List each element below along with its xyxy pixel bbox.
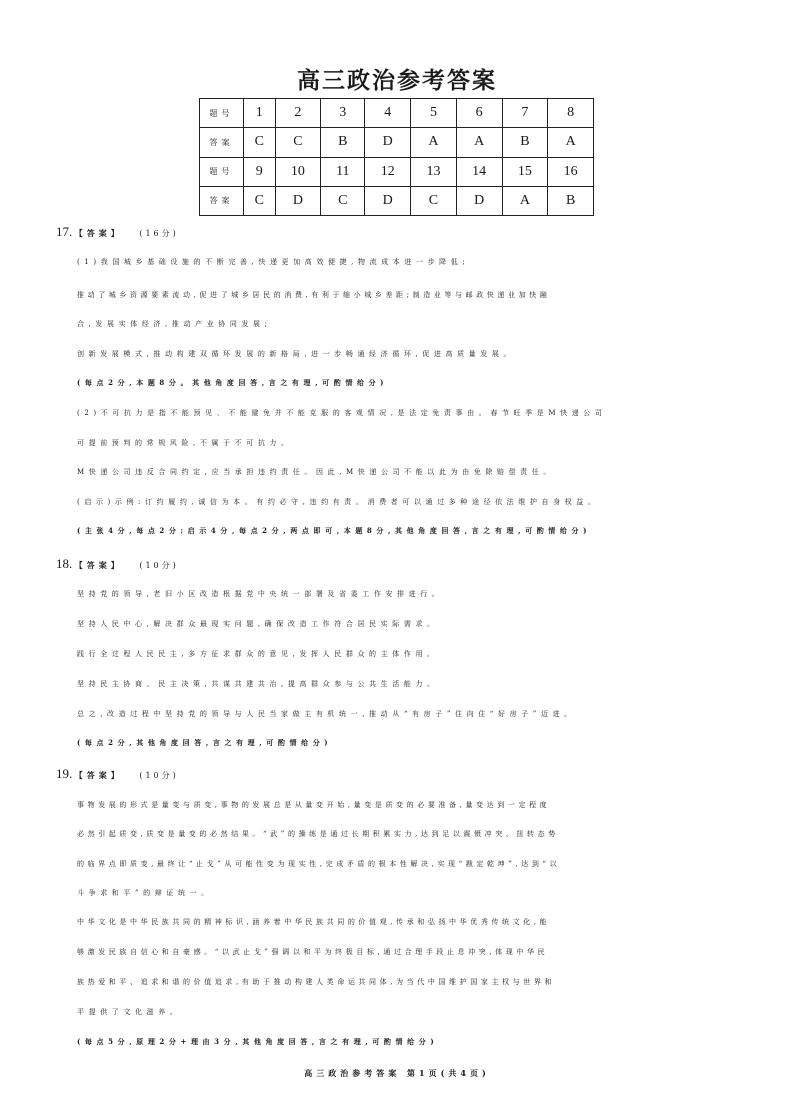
q19-line: 族热爱和平、追求和谐的价值追求,有助于推动构建人类命运共同体,为当代中国维护国家主权与世界和 [77,978,556,986]
q19-line: 平提供了文化滋养。 [77,1008,182,1016]
q18-line: 坚持党的领导,老旧小区改造根据党中央统一部署及省委工作安排进行。 [77,590,444,598]
q19-line: 斗争求和平”的辩证统一。 [77,889,213,897]
q17-line: M快递公司违反合同约定,应当承担违约责任。因此,M快递公司不能以此为由免除赔偿责任。 [77,468,555,476]
q19-line: 的临界点即质变,最终让“止戈”从可能性变为现实性,完成矛盾的根本性解决,实现“戡定乾坤”,达到“以 [77,860,561,868]
q17-line: 创新发展模式,推动构建双循环发展的新格局,进一步畅通经济循环,促进高质量发展。 [77,350,516,358]
answer-cell: 14 [456,157,502,186]
answer-cell: C [244,128,276,157]
row-header: 答案 [200,128,244,157]
answer-cell: C [411,186,457,215]
answer-cell: 3 [321,99,365,128]
row-header: 题号 [200,99,244,128]
footer-text: 高三政治参考答案 第1页(共4页) [304,1068,490,1078]
q18-line: 总之,改造过程中坚持党的领导与人民当家做主有机统一,推动从“有房子”住向住“好房子”迈进。 [77,710,576,718]
answer-cell: 11 [321,157,365,186]
q19-heading [56,766,179,782]
q18-line: 践行全过程人民民主,多方征求群众的意见,发挥人民群众的主体作用。 [77,650,439,658]
answer-cell: A [411,128,457,157]
q19-line: 够激发民族自信心和自豪感。“以武止戈”强调以和平为终极目标,通过合理手段止息冲突,体现中华民 [77,948,549,956]
answer-cell: 2 [275,99,321,128]
answer-cell: 13 [411,157,457,186]
q18-line: 坚持人民中心,解决群众最现实问题,确保改造工作符合居民实际需求。 [77,620,439,628]
answer-cell: 15 [502,157,548,186]
answer-cell: D [275,186,321,215]
answer-cell: D [365,186,411,215]
q17-heading [56,224,179,240]
q17-line: (1)我国城乡基础设施的不断完善,快递更加高效便捷,物流成本进一步降低; [77,258,470,266]
answer-cell: 6 [456,99,502,128]
answer-cell: 12 [365,157,411,186]
answer-tag: 【答案】 [74,560,123,570]
q17-line: (2)不可抗力是指不能预见、不能避免并不能克服的客观情况,是法定免责事由。春节旺季是M快递公司 [77,409,607,417]
answer-cell: 10 [275,157,321,186]
answer-cell: B [502,128,548,157]
q18-heading [56,556,179,572]
answer-cell: A [548,128,594,157]
q17-line: (每点2分,本题8分。其他角度回答,言之有理,可酌情给分) [77,378,389,387]
answer-cell: B [548,186,594,215]
answer-cell: 8 [548,99,594,128]
answer-cell: 9 [244,157,276,186]
answer-cell: A [502,186,548,215]
answer-tag: 【答案】 [74,770,123,780]
q17-line: (启示)示例:订约履约,诚信为本。有约必守,违约有责。消费者可以通过多种途径依法维护自身权益。 [77,498,600,506]
page-title: 高三政治参考答案 [297,67,497,94]
answer-cell: C [244,186,276,215]
answer-cell: 1 [244,99,276,128]
answer-table-row [200,186,594,215]
points: (10分) [139,771,179,780]
row-header: 答案 [200,186,244,215]
question-number: 19. [56,766,73,781]
answer-cell: 7 [502,99,548,128]
q18-line: (每点2分,其他角度回答,言之有理,可酌情给分) [77,738,333,747]
row-header: 题号 [200,157,244,186]
q19-line: 事物发展的形式是量变与质变,事物的发展总是从量变开始,量变是质变的必要准备,量变达到一定程度 [77,801,551,809]
q19-line: 中华文化是中华民族共同的精神标识,涵养着中华民族共同的价值观,传承和弘扬中华优秀传统文化,能 [77,918,551,926]
answer-table-row [200,157,594,186]
answer-table [199,98,594,216]
answer-tag: 【答案】 [74,228,123,238]
q17-line: 可提前预判的常规风险,不属于不可抗力。 [77,439,293,447]
answer-table-row [200,128,594,157]
q19-line: 必然引起质变,质变是量变的必然结果。“武”的操练是通过长期积累实力,达到足以震慑冲突、扭转态势 [77,830,559,838]
answer-table-row [200,99,594,128]
answer-cell: C [275,128,321,157]
q17-line: 合,发展实体经济,推动产业协同发展; [77,320,272,328]
q17-line: 推动了城乡资源要素流动,促进了城乡居民的消费,有利于缩小城乡差距;制造业等与邮政快递业加快融 [77,291,551,299]
points: (16分) [139,229,179,238]
q18-line: 坚持民主协商、民主决策,共谋共建共治,提高群众参与公共生活能力。 [77,680,439,688]
q17-line: (主张4分,每点2分;启示4分,每点2分,两点即可,本题8分,其他角度回答,言之有理,可酌情给分) [77,526,592,535]
answer-cell: 4 [365,99,411,128]
page-footer [0,1068,794,1079]
answer-cell: A [456,128,502,157]
answer-cell: 5 [411,99,457,128]
q19-line: (每点5分,原理2分+理由3分,其他角度回答,言之有理,可酌情给分) [77,1037,439,1046]
answer-cell: D [365,128,411,157]
question-number: 18. [56,556,73,571]
answer-cell: C [321,186,365,215]
answer-cell: B [321,128,365,157]
answer-cell: D [456,186,502,215]
answer-cell: 16 [548,157,594,186]
question-number: 17. [56,224,73,239]
points: (10分) [139,561,179,570]
